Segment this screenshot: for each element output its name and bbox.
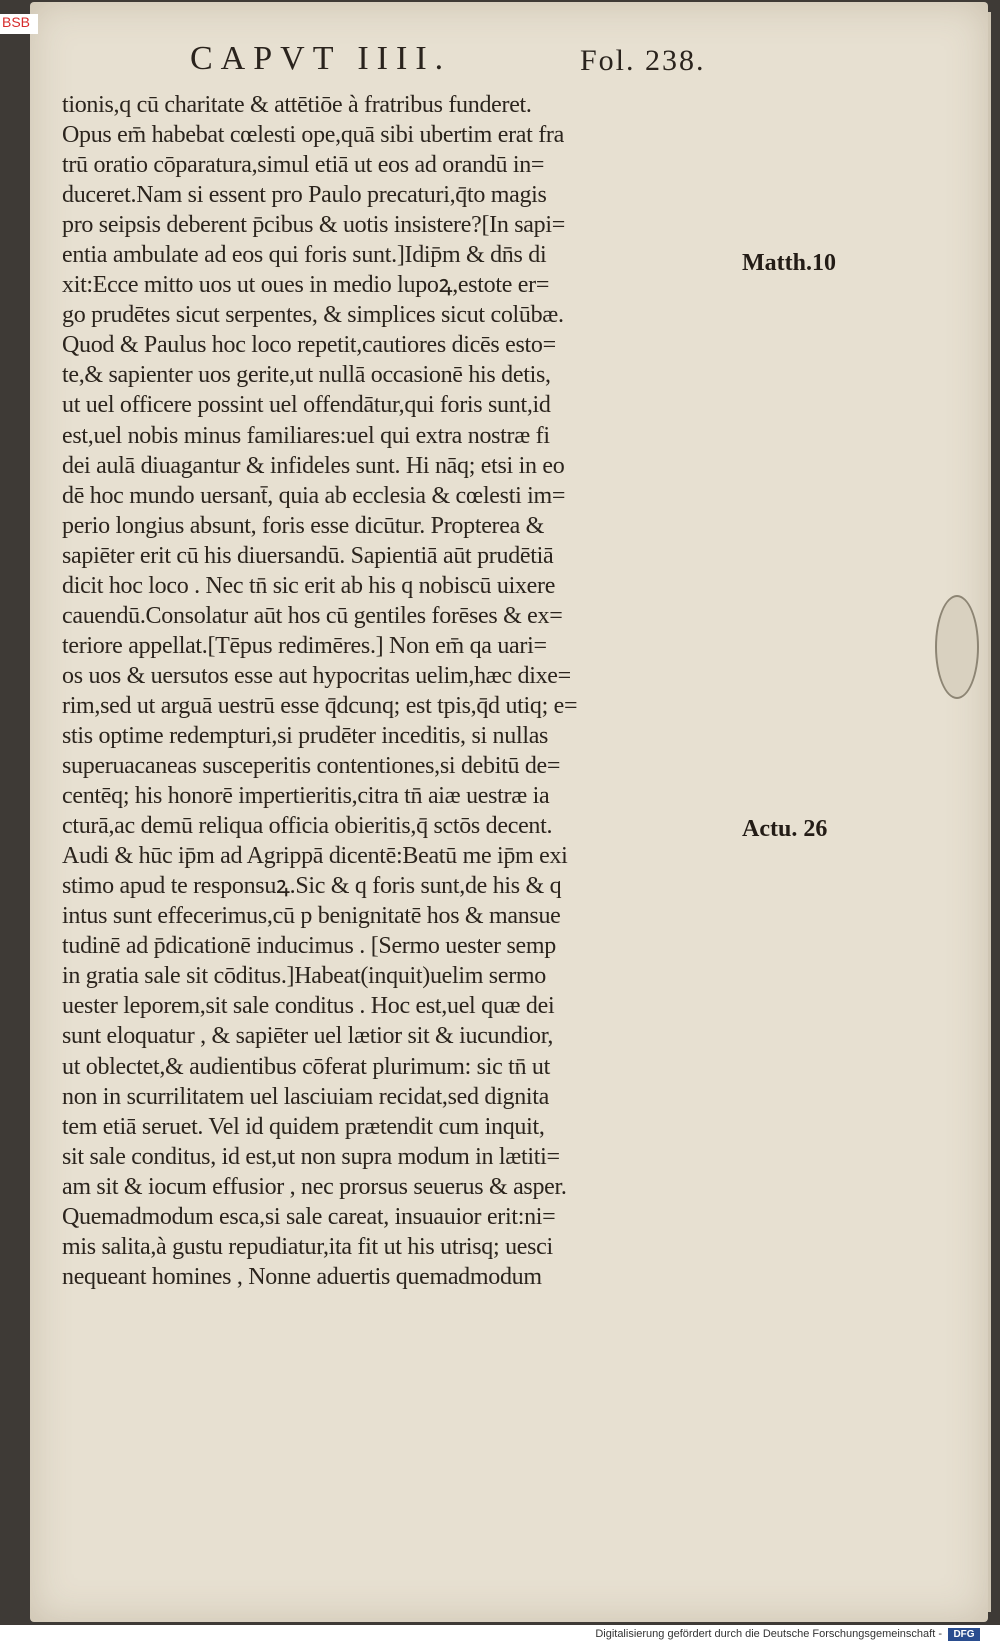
text-line: sapiēter erit cū his diuersandū. Sapientiā aūt prudētiā [62, 542, 554, 569]
text-line: uester leporem,sit sale conditus . Hoc est,uel quæ dei [62, 993, 555, 1020]
text-line: intus sunt effecerimus,cū p benignitatē hos & mansue [62, 903, 561, 930]
text-line: Opus em̄ habebat cœlesti ope,quā sibi ubertim erat fra [62, 122, 564, 149]
text-line: xit:Ecce mitto uos ut oues in medio lupoꝝ,estote er= [62, 272, 550, 299]
text-line: in gratia sale sit cōditus.]Habeat(inquit)uelim sermo [62, 963, 546, 990]
text-line: Quemadmodum esca,si sale careat, insuauior erit:ni= [62, 1203, 556, 1230]
text-line: centēq; his honorē impertieritis,citra tn̄ aiæ uestræ ia [62, 783, 550, 810]
text-line: ut oblectet,& audientibus cōferat plurimum: sic tn̄ ut [62, 1053, 550, 1080]
text-line: perio longius absunt, foris esse dicūtur. Propterea & [62, 512, 545, 539]
folio-number: Fol. 238. [580, 44, 706, 77]
text-line: Audi & hūc ip̄m ad Agrippā dicentē:Beatū me ip̄m exi [62, 843, 568, 870]
text-line: duceret.Nam si essent pro Paulo precaturi,q̄to magis [62, 182, 547, 209]
text-line: sunt eloquatur , & sapiēter uel lætior sit & iucundior, [62, 1023, 554, 1050]
footer-bar [0, 1625, 1000, 1645]
text-line: trū oratio cōparatura,simul etiā ut eos ad orandū in= [62, 152, 545, 179]
text-line: mis salita,à gustu repudiatur,ita fit ut his utrisq; uesci [62, 1233, 553, 1260]
body-text [62, 90, 738, 1292]
text-line: dē hoc mundo uersant̄, quia ab ecclesia & cœlesti im= [62, 482, 566, 509]
text-line: ut uel officere possint uel offendātur,qui foris sunt,id [62, 392, 551, 419]
dfg-logo: DFG [948, 1628, 980, 1641]
text-line: tionis,q cū charitate & attētiōe à fratribus funderet. [62, 92, 532, 118]
text-line: nequeant homines , Nonne aduertis quemadmodum [62, 1263, 542, 1290]
text-line: est,uel nobis minus familiares:uel qui extra nostræ fi [62, 422, 550, 449]
text-line: entia ambulate ad eos qui foris sunt.]Idip̄m & dn̄s di [62, 242, 547, 269]
text-line: pro seipsis deberent p̄cibus & uotis insistere?[In sapi= [62, 212, 565, 239]
text-line: te,& sapienter uos gerite,ut nullā occasionē his detis, [62, 362, 551, 389]
chapter-title: CAPVT IIII. [190, 40, 452, 77]
text-line: rim,sed ut arguā uestrū esse q̄dcunq; est tpis,q̄d utiq; e= [62, 692, 578, 719]
clasp-notch [935, 595, 979, 699]
text-line: stis optime redempturi,si prudēter inceditis, si nullas [62, 722, 549, 749]
text-line: cauendū.Consolatur aūt hos cū gentiles forēses & ex= [62, 602, 563, 629]
margin-note-acts: Actu. 26 [742, 816, 828, 842]
text-line: cturā,ac demū reliqua officia obieritis,q̄ sctōs decent. [62, 813, 553, 840]
text-line: non in scurrilitatem uel lasciuiam recidat,sed dignita [62, 1083, 549, 1110]
text-line: am sit & iocum effusior , nec prorsus seuerus & asper. [62, 1173, 567, 1200]
text-line: tem etiā seruet. Vel id quidem prætendit cum inquit, [62, 1113, 545, 1140]
text-line: superuacaneas susceperitis contentiones,si debitū de= [62, 753, 561, 780]
running-header [190, 40, 750, 86]
text-line: os uos & uersutos esse aut hypocritas uelim,hæc dixe= [62, 662, 571, 689]
funding-notice: Digitalisierung gefördert durch die Deutsche Forschungsgemeinschaft - [595, 1628, 942, 1640]
text-line: teriore appellat.[Tēpus redimēres.] Non em̄ qa uari= [62, 632, 547, 659]
margin-note-matthew: Matth.10 [742, 250, 836, 276]
text-line: sit sale conditus, id est,ut non supra modum in lætiti= [62, 1143, 560, 1170]
text-line: stimo apud te responsuꝝ.Sic & q foris sunt,de his & q [62, 873, 562, 900]
text-line: dicit hoc loco . Nec tn̄ sic erit ab his q nobiscū uixere [62, 572, 556, 599]
text-line: dei aulā diuagantur & infideles sunt. Hi nāq; etsi in eo [62, 452, 565, 479]
text-line: go prudētes sicut serpentes, & simplices sicut colūbæ. [62, 302, 564, 329]
bleed-through-mark [810, 110, 880, 160]
text-line: Quod & Paulus hoc loco repetit,cautiores dicēs esto= [62, 332, 556, 359]
text-line: tudinē ad p̄dicationē inducimus . [Sermo uester semp [62, 933, 556, 960]
library-mark: BSB [0, 14, 38, 34]
